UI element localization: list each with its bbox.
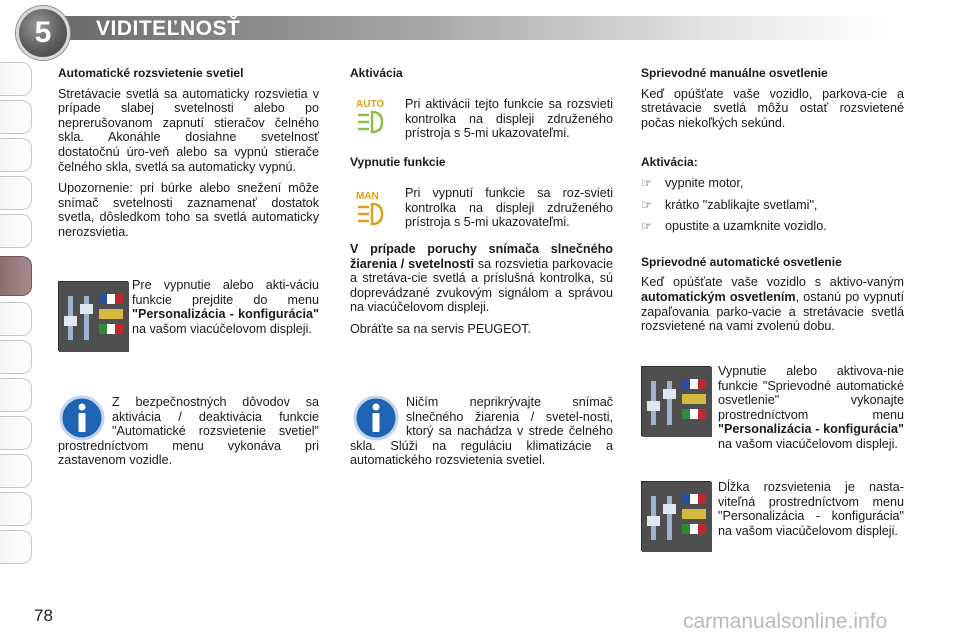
chapter-tab[interactable] bbox=[0, 138, 32, 172]
chapter-tab[interactable] bbox=[0, 378, 32, 412]
spacer bbox=[641, 137, 904, 155]
menu-name: "Personalizácia - konfigurácia" bbox=[132, 307, 319, 322]
fault-text: sa rozsvietia parkovacie a stretáva-cie svetlá a príslušná kontrolka, sú doprevádzané zvukovým signálom a správou na viacúčelovom displeji. bbox=[350, 256, 613, 315]
chapter-tab[interactable] bbox=[0, 416, 32, 450]
pointing-hand-icon: ☞ bbox=[641, 219, 653, 234]
chapter-tab[interactable] bbox=[0, 454, 32, 488]
pointing-hand-icon: ☞ bbox=[641, 197, 653, 212]
chapter-tab[interactable] bbox=[0, 62, 32, 96]
settings-note bbox=[132, 278, 319, 336]
column-1 bbox=[58, 66, 319, 247]
duration-note: Dĺžka rozsvietenia je nasta-viteľná prostredníctvom menu "Personalizácia - konfigurácia" na vašom viacúčelovom displeji. bbox=[718, 480, 904, 538]
paragraph: Stretávacie svetlá sa automaticky rozsvietia v prípade slabej svetelnosti alebo po neprerušovanom zapnutí stieračov čelného skla. Akonáhle dosiahne svetelnosť dostatočnú úro-veň alebo sa vypnú stierače čelného skla, svetlá sa automaticky vypnú. bbox=[58, 86, 319, 174]
section-heading: Sprievodné manuálne osvetlenie bbox=[641, 66, 828, 80]
chapter-tab[interactable] bbox=[0, 214, 32, 248]
note-text: na vašom viacúčelovom displeji. bbox=[132, 321, 312, 336]
deactivation-section bbox=[350, 155, 613, 176]
activation-text: Pri aktivácii tejto funkcie sa rozsvieti kontrolka na displeji združeného prístroja s 5-mi ukazovateľmi. bbox=[405, 97, 613, 141]
paragraph: Keď opúšťate vaše vozidlo, parkova-cie a stretávacie svetlá môžu ostať rozsvietené počas niekoľkých sekúnd. bbox=[641, 86, 904, 130]
icon-spacer bbox=[350, 395, 406, 435]
section-heading: Vypnutie funkcie bbox=[350, 155, 446, 169]
fault-paragraph bbox=[350, 242, 613, 315]
section-heading: Aktivácia bbox=[350, 66, 403, 80]
settings-sliders-icon bbox=[641, 481, 711, 551]
settings-sliders-icon bbox=[58, 281, 128, 351]
svg-text:MAN: MAN bbox=[356, 191, 379, 202]
pointing-hand-icon: ☞ bbox=[641, 175, 653, 190]
note-text: Z bezpečnostných dôvodov sa aktivácia / deaktivácia funkcie "Automatické rozsvietenie svetiel" prostredníctvom menu vykonáva pri zastavenom vozidle. bbox=[58, 395, 319, 468]
step-text: opustite a uzamknite vozidlo. bbox=[665, 219, 827, 234]
chapter-tab[interactable] bbox=[0, 530, 32, 564]
step-item bbox=[641, 198, 904, 213]
section-heading: Automatické rozsvietenie svetiel bbox=[58, 66, 244, 80]
chapter-badge: 5 bbox=[16, 6, 70, 60]
settings-sliders-icon bbox=[641, 366, 711, 436]
section-heading: Aktivácia: bbox=[641, 155, 698, 170]
section-heading: Sprievodné automatické osvetlenie bbox=[641, 254, 842, 269]
note-text: Vypnutie alebo aktivova-nie funkcie "Sprievodné automatické osvetlenie" vykonajte prostredníctvom menu bbox=[718, 364, 904, 422]
chapter-tab[interactable] bbox=[0, 340, 32, 374]
paragraph: Upozornenie: pri búrke alebo snežení môže snímač svetelnosti zaznamenať dostatok svetla, dôsledkom toho sa svetlá automaticky nerozsvietia. bbox=[58, 181, 319, 239]
info-note bbox=[58, 395, 319, 468]
settings-note bbox=[718, 364, 904, 452]
step-text: krátko "zablikajte svetlami", bbox=[665, 197, 818, 212]
chapter-tab-active[interactable] bbox=[0, 256, 32, 296]
emphasis: automatickým osvetlením bbox=[641, 289, 796, 304]
fault-heading: V prípade poruchy snímača slnečného žiarenia / svetelnosti bbox=[350, 242, 613, 271]
svg-text:AUTO: AUTO bbox=[356, 99, 385, 110]
column-2 bbox=[350, 66, 613, 87]
step-text: vypnite motor, bbox=[665, 175, 744, 190]
fault-section bbox=[350, 242, 613, 344]
step-item bbox=[641, 219, 904, 234]
menu-name: "Personalizácia - konfigurácia" bbox=[718, 422, 904, 437]
paragraph bbox=[641, 275, 904, 333]
spacer bbox=[641, 241, 904, 255]
chapter-tab[interactable] bbox=[0, 100, 32, 134]
auto-lights-indicator-icon bbox=[352, 96, 398, 138]
chapter-tab[interactable] bbox=[0, 302, 32, 336]
chapter-tab[interactable] bbox=[0, 492, 32, 526]
manual-lights-indicator-icon bbox=[352, 188, 398, 230]
text: Keď opúšťate vaše vozidlo s aktivo-vaným bbox=[641, 275, 904, 290]
sensor-info-note bbox=[350, 395, 613, 468]
deactivation-text: Pri vypnutí funkcie sa roz-svieti kontrolka na displeji združeného prístroja s 5-mi ukazovateľmi. bbox=[405, 186, 613, 230]
text: , ostanú po vypnutí zapaľovania parko-vacie a stretávacie svetlá rozsvietené na vami zvolenú dobu. bbox=[641, 289, 905, 334]
page-title: VIDITEĽNOSŤ bbox=[96, 17, 241, 40]
page-number: 78 bbox=[34, 606, 53, 625]
icon-spacer bbox=[58, 395, 112, 435]
step-item bbox=[641, 176, 904, 191]
watermark: carmanualsonline.info bbox=[683, 610, 888, 633]
chapter-tab[interactable] bbox=[0, 176, 32, 210]
note-text: Ničím neprikrývajte snímač slnečného žiarenia / svetel-nosti, ktorý sa nachádza v strede čelného skla. Slúži na reguláciu klimatizácie a automatického rozsvietenia svetiel. bbox=[350, 395, 613, 468]
note-text: Pre vypnutie alebo akti-váciu funkcie prejdite do menu bbox=[132, 278, 319, 307]
note-text: na vašom viacúčelovom displeji. bbox=[718, 436, 898, 451]
column-3 bbox=[641, 66, 904, 341]
fault-contact: Obráťte sa na servis PEUGEOT. bbox=[350, 321, 532, 336]
